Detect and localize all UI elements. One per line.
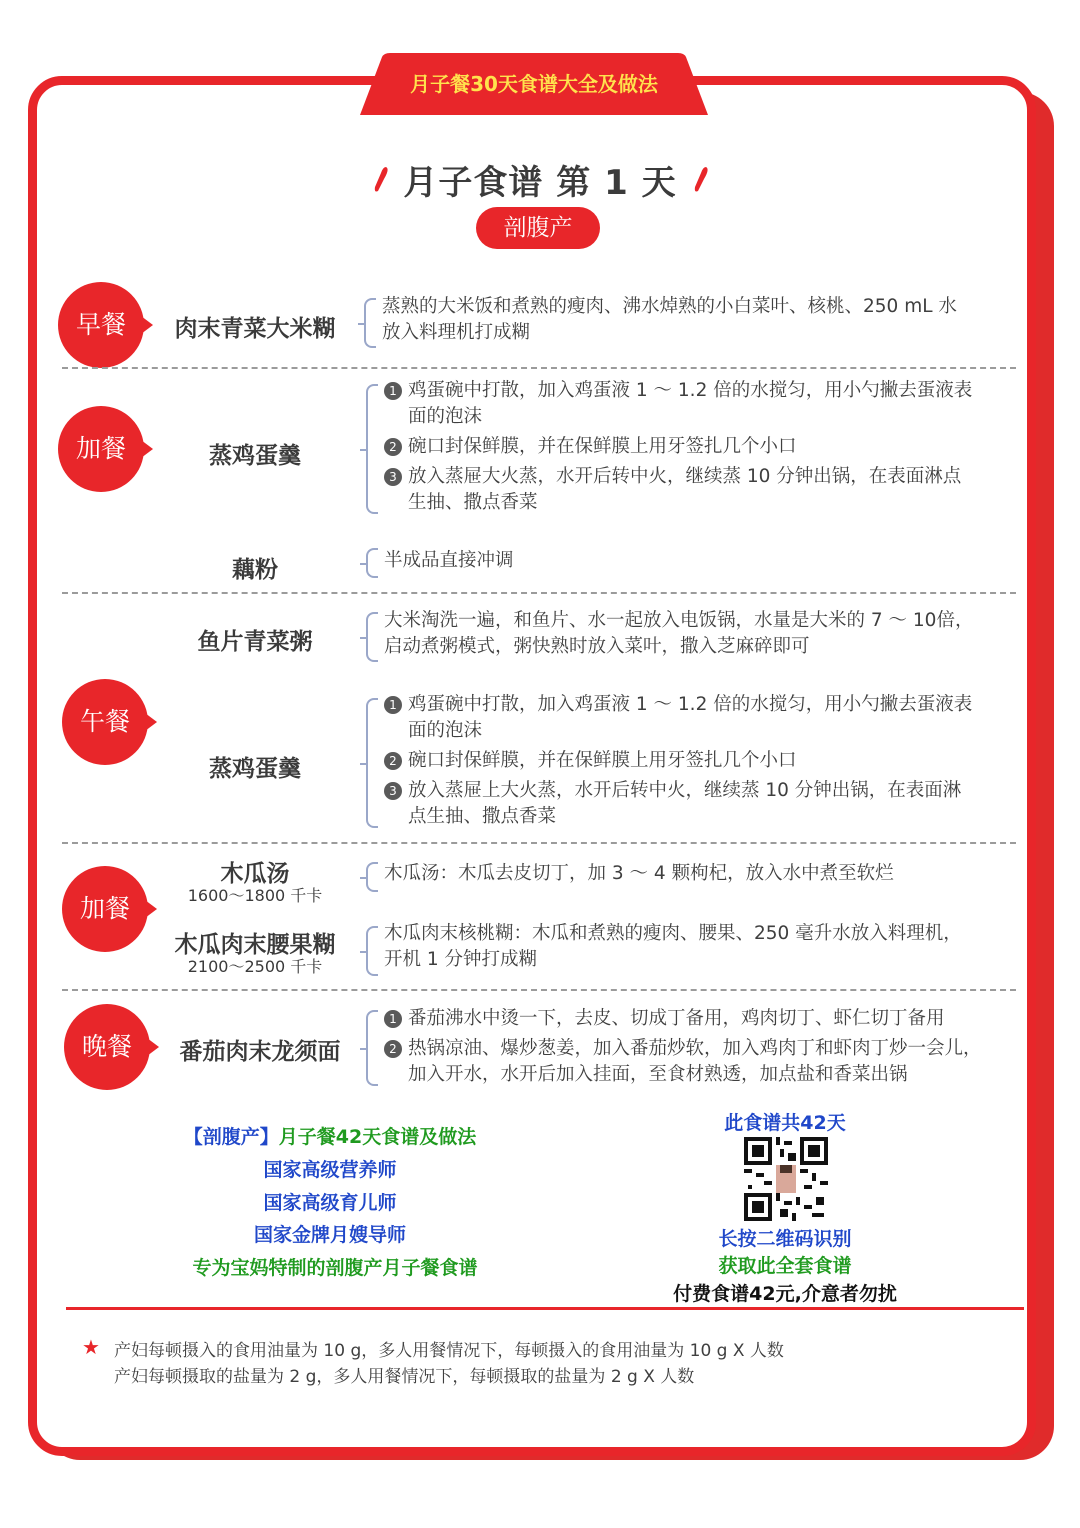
dish-name: 木瓜汤 xyxy=(220,861,290,887)
page-title: 月子食谱 第 1 天 xyxy=(403,163,677,203)
dish-name: 木瓜肉末腰果糊 xyxy=(174,932,336,958)
promo-get-recipe: 获取此全套食谱 xyxy=(718,1255,852,1277)
dish-description: 木瓜汤：木瓜去皮切丁，加 3 ～ 4 颗枸杞，放入水中煮至软烂 xyxy=(384,863,894,884)
step: 1 鸡蛋碗中打散，加入鸡蛋液 1 ～ 1.2 倍的水搅匀，用小勺撇去蛋液表 面的泡沫 xyxy=(384,692,1014,744)
brace xyxy=(366,926,378,976)
meal-badge-lunch: 午餐 xyxy=(62,679,148,765)
brace xyxy=(364,298,376,348)
dish-description: 蒸熟的大米饭和煮熟的瘦肉、沸水焯熟的小白菜叶、核桃、250 mL 水 放入料理机打成糊 xyxy=(382,296,957,343)
divider xyxy=(62,592,1016,594)
dish-name: 蒸鸡蛋羹 xyxy=(209,756,301,782)
dish-description: 木瓜肉末核桃糊：木瓜和煮熟的瘦肉、腰果、250 毫升水放入料理机， 开机 1 分钟打成糊 xyxy=(384,923,962,970)
dish-calories: 2100～2500 千卡 xyxy=(187,957,323,976)
brace xyxy=(366,862,378,892)
meal-badge-snack: 加餐 xyxy=(62,866,148,952)
dish-description: 半成品直接冲调 xyxy=(384,550,514,571)
divider xyxy=(62,367,1016,369)
brace xyxy=(366,548,378,578)
step: 3 放入蒸屉大火蒸，水开后转中火，继续蒸 10 分钟出锅，在表面淋点 生抽、撒点香菜 xyxy=(384,464,1014,516)
subtitle-badge: 剖腹产 xyxy=(476,207,600,249)
promo-line: 专为宝妈特制的剖腹产月子餐食谱 xyxy=(192,1257,478,1279)
step: 3 放入蒸屉上大火蒸，水开后转中火，继续蒸 10 分钟出锅，在表面淋 点生抽、撒点香菜 xyxy=(384,778,1014,830)
promo-line: 国家金牌月嫂导师 xyxy=(253,1224,406,1246)
divider-red xyxy=(66,1307,1024,1310)
promo-scan-hint: 长按二维码识别 xyxy=(718,1228,852,1250)
star-icon: ★ xyxy=(82,1335,100,1359)
meal-badge-breakfast: 早餐 xyxy=(58,282,144,368)
step: 2 碗口封保鲜膜，并在保鲜膜上用牙签扎几个小口 xyxy=(384,434,1014,460)
dish-steps xyxy=(384,692,1014,830)
footnote: 产妇每顿摄取的盐量为 2 g，多人用餐情况下，每顿摄取的盐量为 2 g X 人数 xyxy=(114,1367,695,1387)
brace xyxy=(366,612,378,662)
meal-badge-snack: 加餐 xyxy=(58,406,144,492)
dish-name: 藕粉 xyxy=(232,557,278,583)
dish-name: 鱼片青菜粥 xyxy=(197,629,313,655)
dish-description: 大米淘洗一遍，和鱼片、水一起放入电饭锅，水量是大米的 7 ～ 10倍， 启动煮粥模式，粥快熟时放入菜叶，撒入芝麻碎即可 xyxy=(384,610,974,657)
promo-days: 此食谱共42天 xyxy=(724,1112,846,1134)
step: 2 碗口封保鲜膜，并在保鲜膜上用牙签扎几个小口 xyxy=(384,748,1014,774)
step: 1 番茄沸水中烫一下，去皮、切成丁备用，鸡肉切丁、虾仁切丁备用 xyxy=(384,1006,1024,1032)
banner-label: 月子餐30天食谱大全及做法 xyxy=(410,72,658,96)
dish-steps xyxy=(384,378,1014,516)
step: 1 鸡蛋碗中打散，加入鸡蛋液 1 ～ 1.2 倍的水搅匀，用小勺撇去蛋液表 面的泡沫 xyxy=(384,378,1014,430)
brush-stroke-right-icon xyxy=(692,165,710,193)
step: 2 热锅凉油、爆炒葱姜，加入番茄炒软，加入鸡肉丁和虾肉丁炒一会儿， 加入开水，水开后加入挂面，至食材熟透，加点盐和香菜出锅 xyxy=(384,1036,1024,1088)
dish-name: 蒸鸡蛋羹 xyxy=(209,443,301,469)
brace xyxy=(366,384,378,514)
dish-steps xyxy=(384,1006,1024,1088)
promo-price-note: 付费食谱42元,介意者勿扰 xyxy=(673,1283,897,1305)
dish-name: 番茄肉末龙须面 xyxy=(179,1039,341,1065)
top-banner xyxy=(360,53,708,115)
divider xyxy=(62,842,1016,844)
brace xyxy=(366,698,378,828)
meal-badge-dinner: 晚餐 xyxy=(64,1004,150,1090)
promo-line: 国家高级营养师 xyxy=(263,1159,397,1181)
footnote: 产妇每顿摄入的食用油量为 10 g，多人用餐情况下，每顿摄入的食用油量为 10 g X 人数 xyxy=(114,1341,784,1361)
brace xyxy=(366,1010,378,1086)
dish-name: 肉末青菜大米糊 xyxy=(174,316,336,342)
divider xyxy=(62,989,1016,991)
promo-line: 国家高级育儿师 xyxy=(263,1192,397,1214)
dish-calories: 1600～1800 千卡 xyxy=(187,886,323,905)
qr-code-icon[interactable] xyxy=(744,1137,828,1221)
promo-title: 【剖腹产】月子餐42天食谱及做法 xyxy=(183,1126,477,1148)
